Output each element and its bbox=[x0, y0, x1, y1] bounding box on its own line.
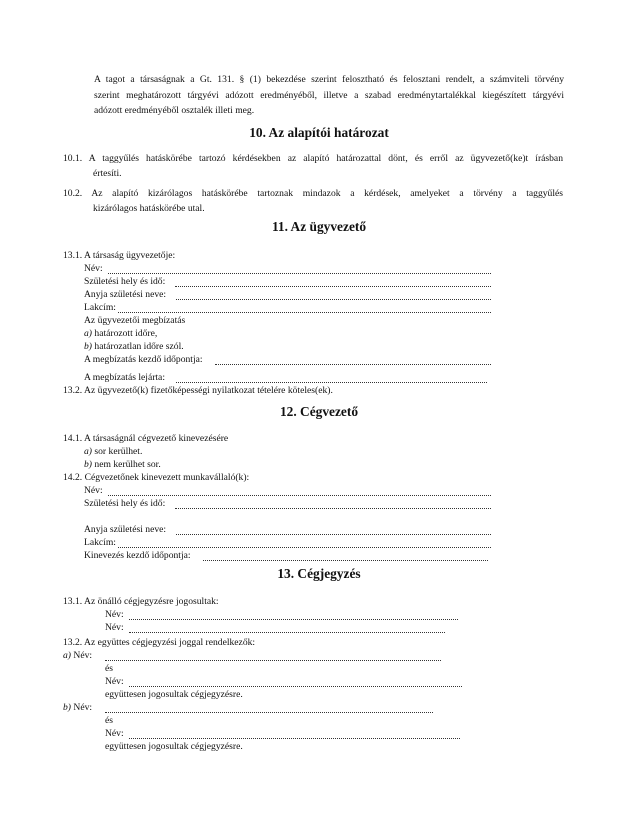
procurist-address-label: Lakcím: bbox=[84, 537, 116, 548]
procurist-start-field[interactable] bbox=[203, 552, 488, 561]
manager-option-b bbox=[84, 341, 184, 353]
procurist-mother-field[interactable] bbox=[176, 526, 491, 535]
joint-a-letter: a) bbox=[63, 650, 71, 661]
procurist-name-field[interactable] bbox=[108, 487, 491, 496]
intro-paragraph bbox=[94, 72, 564, 119]
procurist-name-label: Név: bbox=[84, 485, 103, 496]
procurist-address-field[interactable] bbox=[118, 539, 491, 548]
option-a-text: határozott időre, bbox=[94, 328, 158, 339]
option-b-text: határozatlan időre szól. bbox=[94, 341, 184, 352]
joint-b-together: együttesen jogosultak cégjegyzésre. bbox=[105, 741, 243, 752]
manager-address-label: Lakcím: bbox=[84, 302, 116, 313]
procurist-start-label: Kinevezés kezdő időpontja: bbox=[84, 550, 191, 561]
option-a-letter: a) bbox=[84, 328, 92, 339]
joint-b-letter: b) bbox=[63, 702, 71, 713]
section-12-heading: 12. Cégvezető bbox=[279, 404, 359, 419]
para-10-1 bbox=[63, 151, 563, 181]
manager-address-field[interactable] bbox=[118, 304, 491, 313]
intro-line-3: adózott eredményéből osztalék illeti meg. bbox=[94, 105, 255, 116]
solvency-statement: 13.2. Az ügyvezető(k) fizetőképességi nyilatkozat tételére köteles(ek). bbox=[63, 385, 333, 396]
manager-mother-field[interactable] bbox=[176, 291, 491, 300]
procurist-mother-label: Anyja születési neve: bbox=[84, 524, 167, 535]
procurist-option-a bbox=[84, 446, 142, 458]
joint-a-name-2-label: Név: bbox=[105, 676, 124, 687]
mandate-end-field[interactable] bbox=[176, 374, 487, 383]
option-a-letter: a) bbox=[84, 446, 92, 457]
intro-line-2: szerint meghatározott tárgyévi adózott eredményéből, illetve a szabad eredménytartalékkal kiegészített tárgyévi bbox=[94, 89, 564, 101]
manager-birth-label: Születési hely és idő: bbox=[84, 276, 166, 287]
mandate-start-label: A megbízatás kezdő időpontja: bbox=[84, 354, 203, 365]
joint-b-name-2-label: Név: bbox=[105, 728, 124, 739]
option-a-text: sor kerülhet. bbox=[94, 446, 143, 457]
sole-signatory-name-1-field[interactable] bbox=[129, 611, 458, 620]
para-10-2-line-1: 10.2. Az alapító kizárólagos hatáskörébe tartoznak mindazok a kérdések, amelyeket a törvény a taggyűlés bbox=[63, 188, 563, 199]
procurist-option-b bbox=[84, 459, 161, 471]
sole-signatory-name-2-field[interactable] bbox=[129, 624, 445, 633]
sole-signatory-name-2-label: Név: bbox=[105, 622, 124, 633]
intro-line-1: A tagot a társaságnak a Gt. 131. § (1) bekezdése szerint felosztható és felosztani rendelt, a számviteli törvény bbox=[94, 74, 564, 85]
para-10-1-line-2: értesíti. bbox=[93, 168, 122, 179]
procurist-intro: 14.1. A társaságnál cégvezető kinevezésére bbox=[63, 433, 229, 444]
joint-a-name-label bbox=[63, 650, 92, 662]
procurist-birth-field[interactable] bbox=[175, 500, 491, 509]
manager-mandate-label: Az ügyvezetői megbízatás bbox=[84, 315, 186, 326]
joint-a-name-text: Név: bbox=[73, 650, 93, 661]
sole-signatory-label: 13.1. Az önálló cégjegyzésre jogosultak: bbox=[63, 596, 219, 607]
joint-a-and: és bbox=[105, 663, 113, 674]
option-b-text: nem kerülhet sor. bbox=[94, 459, 161, 470]
joint-a-together: együttesen jogosultak cégjegyzésre. bbox=[105, 689, 243, 700]
option-b-letter: b) bbox=[84, 459, 92, 470]
mandate-start-field[interactable] bbox=[215, 356, 491, 365]
joint-b-name-text: Név: bbox=[73, 702, 93, 713]
section-13-heading: 13. Cégjegyzés bbox=[277, 566, 361, 581]
mandate-end-label: A megbízatás lejárta: bbox=[84, 372, 165, 383]
manager-name-label: Név: bbox=[84, 263, 103, 274]
joint-a-name-2-field[interactable] bbox=[129, 678, 462, 687]
section-11-heading: 11. Az ügyvezető bbox=[271, 219, 367, 234]
para-10-2-line-2: kizárólagos hatáskörébe utal. bbox=[93, 203, 205, 214]
manager-name-field[interactable] bbox=[108, 265, 491, 274]
manager-birth-field[interactable] bbox=[175, 278, 491, 287]
manager-mother-label: Anyja születési neve: bbox=[84, 289, 167, 300]
joint-a-name-field[interactable] bbox=[105, 652, 441, 661]
procurist-birth-label: Születési hely és idő: bbox=[84, 498, 166, 509]
manager-intro-label: 13.1. A társaság ügyvezetője: bbox=[63, 250, 176, 261]
joint-signatory-label: 13.2. Az együttes cégjegyzési joggal rendelkezők: bbox=[63, 637, 256, 648]
joint-b-and: és bbox=[105, 715, 113, 726]
option-b-letter: b) bbox=[84, 341, 92, 352]
joint-b-name-field[interactable] bbox=[105, 704, 433, 713]
para-10-1-line-1: 10.1. A taggyűlés hatáskörébe tartozó kérdésekben az alapító határozattal dönt, és erről az ügyvezető(ke)t írásban bbox=[63, 153, 563, 164]
sole-signatory-name-1-label: Név: bbox=[105, 609, 124, 620]
section-10-heading: 10. Az alapítói határozat bbox=[249, 125, 389, 140]
joint-b-name-label bbox=[63, 702, 92, 714]
manager-option-a bbox=[84, 328, 157, 340]
procurist-employees-label: 14.2. Cégvezetőnek kinevezett munkavállaló(k): bbox=[63, 472, 250, 483]
joint-b-name-2-field[interactable] bbox=[129, 730, 460, 739]
para-10-2 bbox=[63, 186, 563, 216]
